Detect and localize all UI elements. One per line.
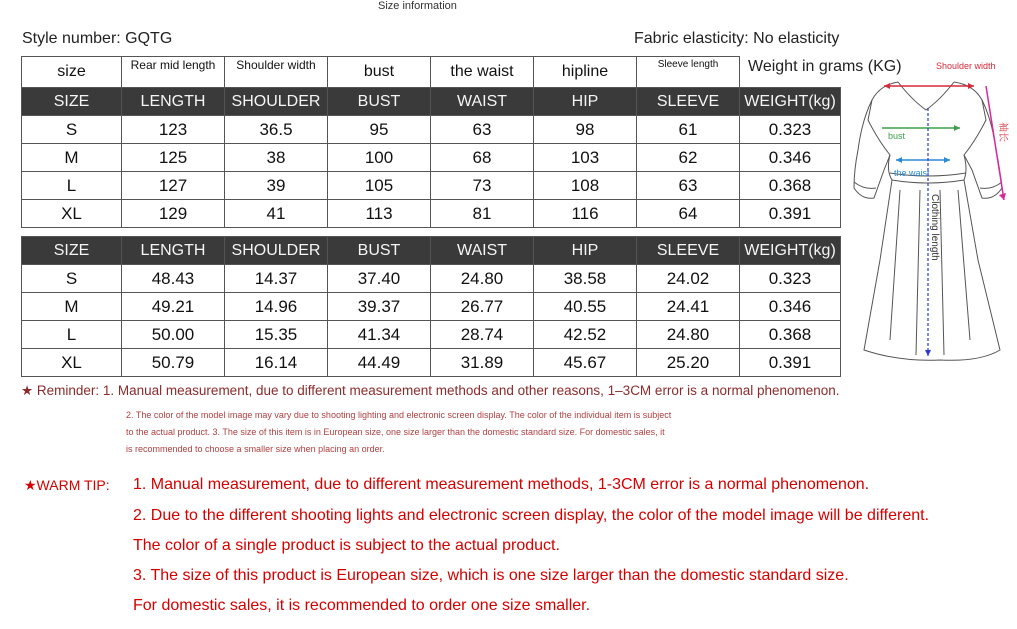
arrow-head-icon bbox=[896, 157, 902, 163]
table-cell: S bbox=[22, 116, 122, 144]
header-cell: SHOULDER bbox=[225, 237, 328, 265]
table-cell: XL bbox=[22, 200, 122, 228]
header-cell: WAIST bbox=[431, 237, 534, 265]
warm-tip-line: 1. Manual measurement, due to different measurement methods, 1-3CM error is a normal phenomenon. bbox=[133, 476, 870, 493]
table-cell: 103 bbox=[534, 144, 637, 172]
table-cell: 98 bbox=[534, 116, 637, 144]
sleeve-arrow-icon bbox=[986, 86, 1004, 200]
dress-measurement-figure bbox=[840, 60, 1017, 380]
table-cell: 25.20 bbox=[637, 349, 740, 377]
table-cell: 0.346 bbox=[740, 293, 841, 321]
bust-label: bust bbox=[888, 131, 906, 141]
table-row bbox=[22, 265, 841, 293]
table-cell: 123 bbox=[122, 116, 225, 144]
table-cell: 73 bbox=[431, 172, 534, 200]
table-cell: 0.346 bbox=[740, 144, 841, 172]
table-cell: 42.52 bbox=[534, 321, 637, 349]
header-cell: SIZE bbox=[22, 237, 122, 265]
table-cell: XL bbox=[22, 349, 122, 377]
measurement-label-row bbox=[22, 57, 841, 88]
arrow-head-icon bbox=[884, 83, 890, 89]
table-cell: 41 bbox=[225, 200, 328, 228]
table-header-row bbox=[22, 237, 841, 265]
table-cell: 31.89 bbox=[431, 349, 534, 377]
table-cell: 38.58 bbox=[534, 265, 637, 293]
table-row bbox=[22, 144, 841, 172]
table-cell: 45.67 bbox=[534, 349, 637, 377]
warm-tip-line: 3. The size of this product is European size, which is one size larger than the domestic standard size. bbox=[133, 567, 849, 584]
label-shoulder-width: Shoulder width bbox=[225, 57, 328, 88]
table-cell: 50.00 bbox=[122, 321, 225, 349]
label-hipline: hipline bbox=[534, 57, 637, 88]
table-cell: L bbox=[22, 321, 122, 349]
table-cell: 26.77 bbox=[431, 293, 534, 321]
clothing-length-label: Clothing length bbox=[929, 194, 940, 261]
arrow-head-icon bbox=[925, 350, 931, 356]
table-cell: 48.43 bbox=[122, 265, 225, 293]
table-cell: S bbox=[22, 265, 122, 293]
table-cell: 63 bbox=[431, 116, 534, 144]
table-cell: 0.323 bbox=[740, 116, 841, 144]
table-cell: 28.74 bbox=[431, 321, 534, 349]
label-sleeve-length: Sleeve length bbox=[637, 57, 740, 88]
table-row bbox=[22, 349, 841, 377]
note-line: 2. The color of the model image may vary due to shooting lighting and electronic screen display. The color of the individual item is subject bbox=[126, 410, 672, 420]
arrow-head-icon bbox=[999, 193, 1006, 200]
arrow-head-icon bbox=[944, 157, 950, 163]
table-cell: 0.323 bbox=[740, 265, 841, 293]
table-cell: 105 bbox=[328, 172, 431, 200]
header-cell: BUST bbox=[328, 88, 431, 116]
table-cell: 39.37 bbox=[328, 293, 431, 321]
header-cell: BUST bbox=[328, 237, 431, 265]
table-cell: 14.37 bbox=[225, 265, 328, 293]
table-cell: 16.14 bbox=[225, 349, 328, 377]
table-cell: 63 bbox=[637, 172, 740, 200]
header-cell: LENGTH bbox=[122, 237, 225, 265]
label-size: size bbox=[22, 57, 122, 88]
warm-tip-line: The color of a single product is subject to the actual product. bbox=[133, 537, 560, 554]
table-cell: 127 bbox=[122, 172, 225, 200]
label-rear-mid-length: Rear mid length bbox=[122, 57, 225, 88]
header-cell: SLEEVE bbox=[637, 88, 740, 116]
table-cell: 129 bbox=[122, 200, 225, 228]
table-cell: 100 bbox=[328, 144, 431, 172]
table-cell: 37.40 bbox=[328, 265, 431, 293]
warm-tip-line: For domestic sales, it is recommended to order one size smaller. bbox=[133, 597, 591, 614]
table-cell: 39 bbox=[225, 172, 328, 200]
table-cell: L bbox=[22, 172, 122, 200]
fabric-elasticity: Fabric elasticity: No elasticity bbox=[634, 30, 840, 47]
reminder-text: ★ Reminder: 1. Manual measurement, due to different measurement methods and other reasons, 1–3CM error is a normal phenomenon. bbox=[21, 383, 840, 398]
header-cell: WEIGHT(kg) bbox=[740, 88, 841, 116]
table-cell: 95 bbox=[328, 116, 431, 144]
table-cell: 44.49 bbox=[328, 349, 431, 377]
size-information-title: Size information bbox=[378, 0, 457, 12]
header-cell: LENGTH bbox=[122, 88, 225, 116]
table-row bbox=[22, 293, 841, 321]
table-cell: 108 bbox=[534, 172, 637, 200]
table-cell: 0.391 bbox=[740, 349, 841, 377]
table-cell: 41.34 bbox=[328, 321, 431, 349]
table-cell: 64 bbox=[637, 200, 740, 228]
arrow-head-icon bbox=[954, 125, 960, 131]
note-line: is recommended to choose a smaller size when placing an order. bbox=[126, 444, 385, 454]
header-cell: SLEEVE bbox=[637, 237, 740, 265]
table-row bbox=[22, 172, 841, 200]
table-header-row bbox=[22, 88, 841, 116]
header-cell: HIP bbox=[534, 237, 637, 265]
table-cell: 24.80 bbox=[431, 265, 534, 293]
size-table-cm bbox=[21, 56, 841, 228]
note-line: to the actual product. 3. The size of this item is in European size, one size larger than the domestic standard size. For domestic sales, it bbox=[126, 427, 665, 437]
table-cell: 113 bbox=[328, 200, 431, 228]
table-cell: 50.79 bbox=[122, 349, 225, 377]
table-row bbox=[22, 116, 841, 144]
table-cell: 0.391 bbox=[740, 200, 841, 228]
label-waist: the waist bbox=[431, 57, 534, 88]
table-cell: 116 bbox=[534, 200, 637, 228]
table-cell: 14.96 bbox=[225, 293, 328, 321]
table-cell: 0.368 bbox=[740, 172, 841, 200]
table-cell: 61 bbox=[637, 116, 740, 144]
warm-tip-line: 2. Due to the different shooting lights and electronic screen display, the color of the model image will be different. bbox=[133, 507, 930, 524]
table-cell: 81 bbox=[431, 200, 534, 228]
table-cell: 68 bbox=[431, 144, 534, 172]
table-cell: 36.5 bbox=[225, 116, 328, 144]
header-cell: WAIST bbox=[431, 88, 534, 116]
header-cell: HIP bbox=[534, 88, 637, 116]
header-cell: SHOULDER bbox=[225, 88, 328, 116]
size-table-inch bbox=[21, 236, 841, 377]
table-cell: 0.368 bbox=[740, 321, 841, 349]
table-cell: 24.02 bbox=[637, 265, 740, 293]
table-row bbox=[22, 200, 841, 228]
table-cell: 125 bbox=[122, 144, 225, 172]
table-cell: 49.21 bbox=[122, 293, 225, 321]
sleeve-length-label: 袖长 bbox=[997, 122, 1008, 142]
label-bust: bust bbox=[328, 57, 431, 88]
table-cell: M bbox=[22, 144, 122, 172]
table-cell: 62 bbox=[637, 144, 740, 172]
warm-tip-label: ★WARM TIP: bbox=[24, 477, 110, 493]
header-cell: SIZE bbox=[22, 88, 122, 116]
table-cell: 24.80 bbox=[637, 321, 740, 349]
waist-label: the waist bbox=[894, 168, 930, 178]
table-cell: 38 bbox=[225, 144, 328, 172]
table-row bbox=[22, 321, 841, 349]
shoulder-width-label: Shoulder width bbox=[936, 61, 996, 71]
header-cell: WEIGHT(kg) bbox=[740, 237, 841, 265]
table-cell: 15.35 bbox=[225, 321, 328, 349]
style-number: Style number: GQTG bbox=[22, 30, 173, 47]
label-weight: Weight in grams (KG) bbox=[748, 58, 902, 75]
table-cell: 40.55 bbox=[534, 293, 637, 321]
table-cell: 24.41 bbox=[637, 293, 740, 321]
table-cell: M bbox=[22, 293, 122, 321]
